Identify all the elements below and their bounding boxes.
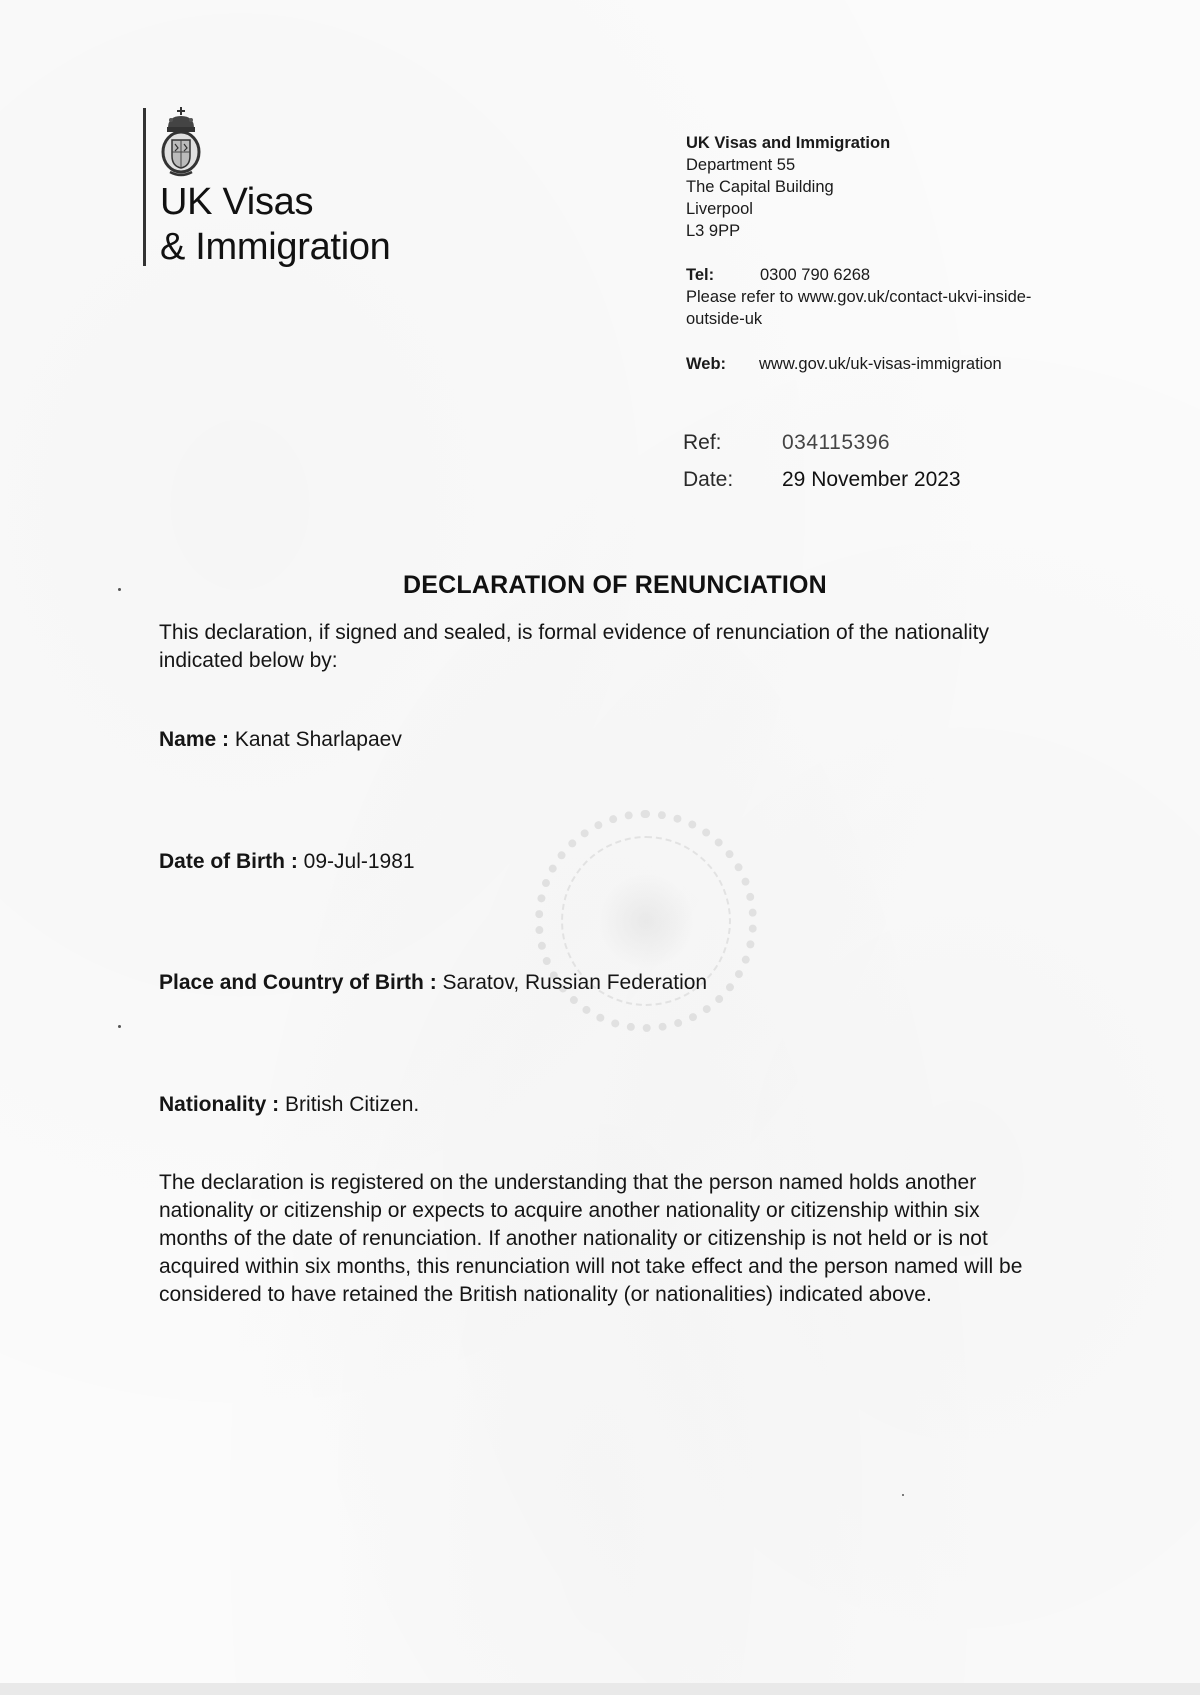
- logo-text-line-1: UK Visas: [160, 181, 314, 223]
- date-row: [683, 467, 961, 493]
- field-value: British Citizen.: [285, 1093, 420, 1116]
- intro-paragraph: This declaration, if signed and sealed, is formal evidence of renunciation of the nationality indicated below by:: [159, 621, 989, 672]
- paper-speck: [902, 1494, 904, 1496]
- web-label: Web:: [686, 355, 727, 373]
- embossed-seal-icon: [535, 810, 757, 1032]
- terms-paragraph: The declaration is registered on the understanding that the person named holds another nationality or citizenship or expects to acquire another nationality or citizenship within six months of the date of renunciation. If another nationality or citizenship is not held or is not acquired within six months, this renunciation will not take effect and the person named will be considered to have retained the British nationality (or nationalities) indicated above.: [159, 1171, 1023, 1306]
- ref-value: 034115396: [782, 431, 891, 454]
- paper-speck: [118, 588, 121, 591]
- address-postcode: L3 9PP: [686, 222, 741, 240]
- web-row: [686, 353, 1002, 375]
- field-date-of-birth: [159, 848, 415, 876]
- seal-crest: [598, 873, 694, 969]
- field-label: Nationality :: [159, 1093, 280, 1116]
- tel-label: Tel:: [686, 266, 715, 284]
- date-label: Date:: [683, 468, 734, 491]
- date-value: 29 November 2023: [782, 468, 961, 491]
- field-label: Name :: [159, 728, 230, 751]
- logo-text-line-2: & Immigration: [160, 226, 391, 268]
- ref-label: Ref:: [683, 431, 722, 454]
- field-label: Place and Country of Birth :: [159, 971, 437, 994]
- royal-coat-of-arms-icon: [158, 106, 204, 182]
- address-line: Liverpool: [686, 200, 753, 218]
- reference-row: [683, 430, 890, 456]
- address-line: The Capital Building: [686, 178, 834, 196]
- field-name: [159, 726, 402, 754]
- paper-speck: [118, 1025, 121, 1028]
- field-nationality: [159, 1091, 419, 1119]
- sender-address: [686, 132, 890, 242]
- tel-value: 0300 790 6268: [760, 266, 871, 284]
- tel-note: Please refer to www.gov.uk/contact-ukvi-inside-outside-uk: [686, 288, 1032, 328]
- field-value: Saratov, Russian Federation: [442, 971, 708, 994]
- organisation-name: UK Visas and Immigration: [686, 134, 891, 152]
- telephone-row: [686, 264, 870, 286]
- field-label: Date of Birth :: [159, 850, 298, 873]
- document-title: DECLARATION OF RENUNCIATION: [403, 571, 827, 599]
- field-value: Kanat Sharlapaev: [234, 728, 402, 751]
- logo-divider: [143, 108, 146, 266]
- field-place-of-birth: [159, 969, 707, 997]
- field-value: 09-Jul-1981: [303, 850, 415, 873]
- address-line: Department 55: [686, 156, 796, 174]
- web-value: www.gov.uk/uk-visas-immigration: [759, 355, 1002, 373]
